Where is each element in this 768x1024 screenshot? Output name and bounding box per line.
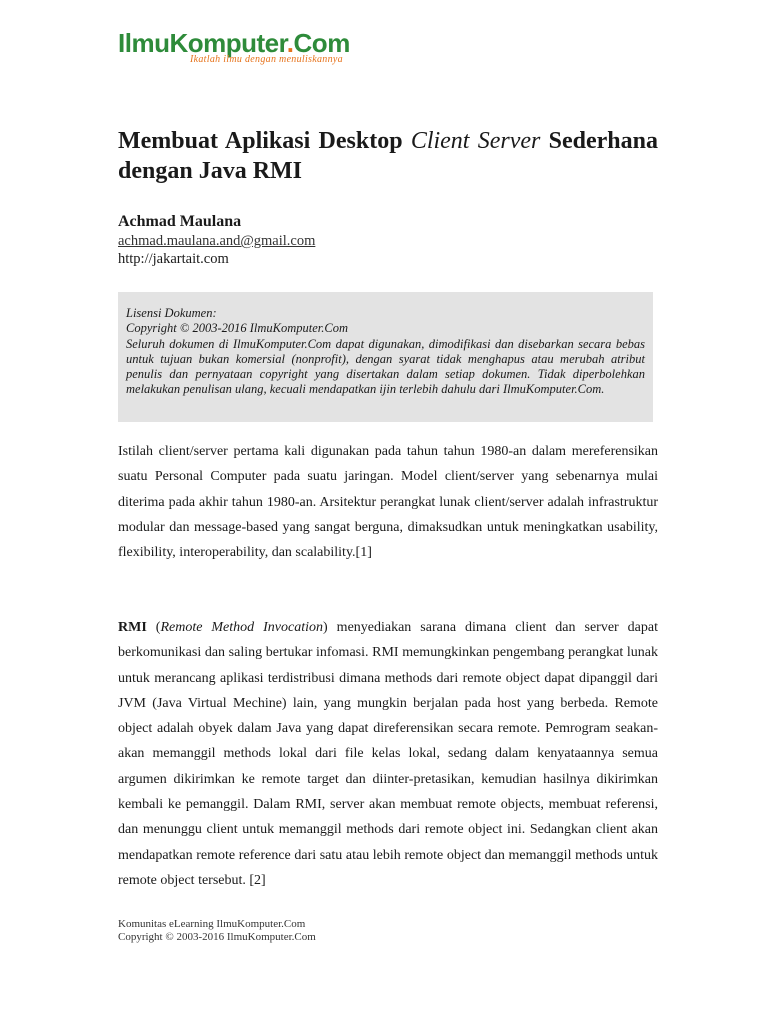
title-part-3: Sederhana dengan Java RMI <box>118 128 658 184</box>
site-logo <box>118 28 350 65</box>
footer-copyright: Copyright © 2003-2016 IlmuKomputer.Com <box>118 931 316 943</box>
author-email-link[interactable]: achmad.maulana.and@gmail.com <box>118 233 316 249</box>
logo-part-ilmu: Ilmu <box>118 28 170 58</box>
license-box <box>118 292 653 422</box>
paragraph-client-server: Istilah client/server pertama kali digunakan pada tahun tahun 1980-an dalam mereferensikan suatu Personal Computer pada suatu jaringan. Model client/server yang sebenarnya mulai diterima pada akhir tahun 1980-an. Arsitektur perangkat lunak client/server adalah infrastruktur modular dan message-based yang sangat berguna, dimaksudkan untuk meningkatkan usability, flexibility, interoperability, dan scalability.[1] <box>118 444 658 561</box>
rmi-term: RMI <box>118 620 147 635</box>
logo-tagline: Ikatlah ilmu dengan menuliskannya <box>190 54 343 65</box>
rmi-expansion: Remote Method Invocation <box>160 620 324 635</box>
license-heading: Lisensi Dokumen: <box>126 306 217 320</box>
author-website: http://jakartait.com <box>118 251 229 267</box>
rmi-open-paren: ( <box>146 620 161 635</box>
logo-part-komputer: Komputer <box>169 28 287 58</box>
title-part-1: Membuat Aplikasi Desktop <box>118 128 411 154</box>
document-title <box>118 126 658 186</box>
license-text: Seluruh dokumen di IlmuKomputer.Com dapat digunakan, dimodifikasi dan disebarkan secara bebas untuk tujuan bukan komersial (nonprofit), dengan syarat tidak menghapus atau merubah atribut penulis dan pernyataan copyright yang disertakan dalam setiap dokumen. Tidak diperbolehkan melakukan penulisan ulang, kecuali mendapatkan ijin terlebih dahulu dari IlmuKomputer.Com. <box>126 336 645 397</box>
page-footer <box>118 918 316 944</box>
logo-part-dot: . <box>286 28 294 58</box>
footer-community: Komunitas eLearning IlmuKomputer.Com <box>118 918 306 930</box>
author-name: Achmad Maulana <box>118 213 242 230</box>
paragraph-rmi <box>118 615 658 893</box>
author-block <box>118 212 658 268</box>
license-copyright: Copyright © 2003-2016 IlmuKomputer.Com <box>126 321 348 336</box>
logo-part-com: Com <box>293 28 350 58</box>
title-part-2: Client Server <box>410 128 541 154</box>
rmi-body: ) menyediakan sarana dimana client dan server dapat berkomunikasi dan saling bertukar infomasi. RMI memungkinkan pengembang perangkat lunak untuk merancang aplikasi terdistribusi dimana methods dari remote object dapat dipanggil dari JVM (Java Virtual Mechine) lain, yang mungkin berjalan pada host yang berbeda. Remote object adalah obyek dalam Java yang dapat direferensikan secara remote. Pemrogram seakan- akan memanggil methods lokal dari file kelas lokal, sedang dalam kenyataannya semua argumen dikirimkan ke remote target dan diinter-pretasikan, kemudian hasilnya dikirimkan kembali ke pemanggil. Dalam RMI, server akan membuat remote objects, membuat referensi, dan menunggu client untuk memanggil methods dari remote object ini. Sedangkan client akan mendapatkan remote reference dari satu atau lebih remote object dan memanggil methods untuk remote object tersebut. [2] <box>118 620 658 888</box>
